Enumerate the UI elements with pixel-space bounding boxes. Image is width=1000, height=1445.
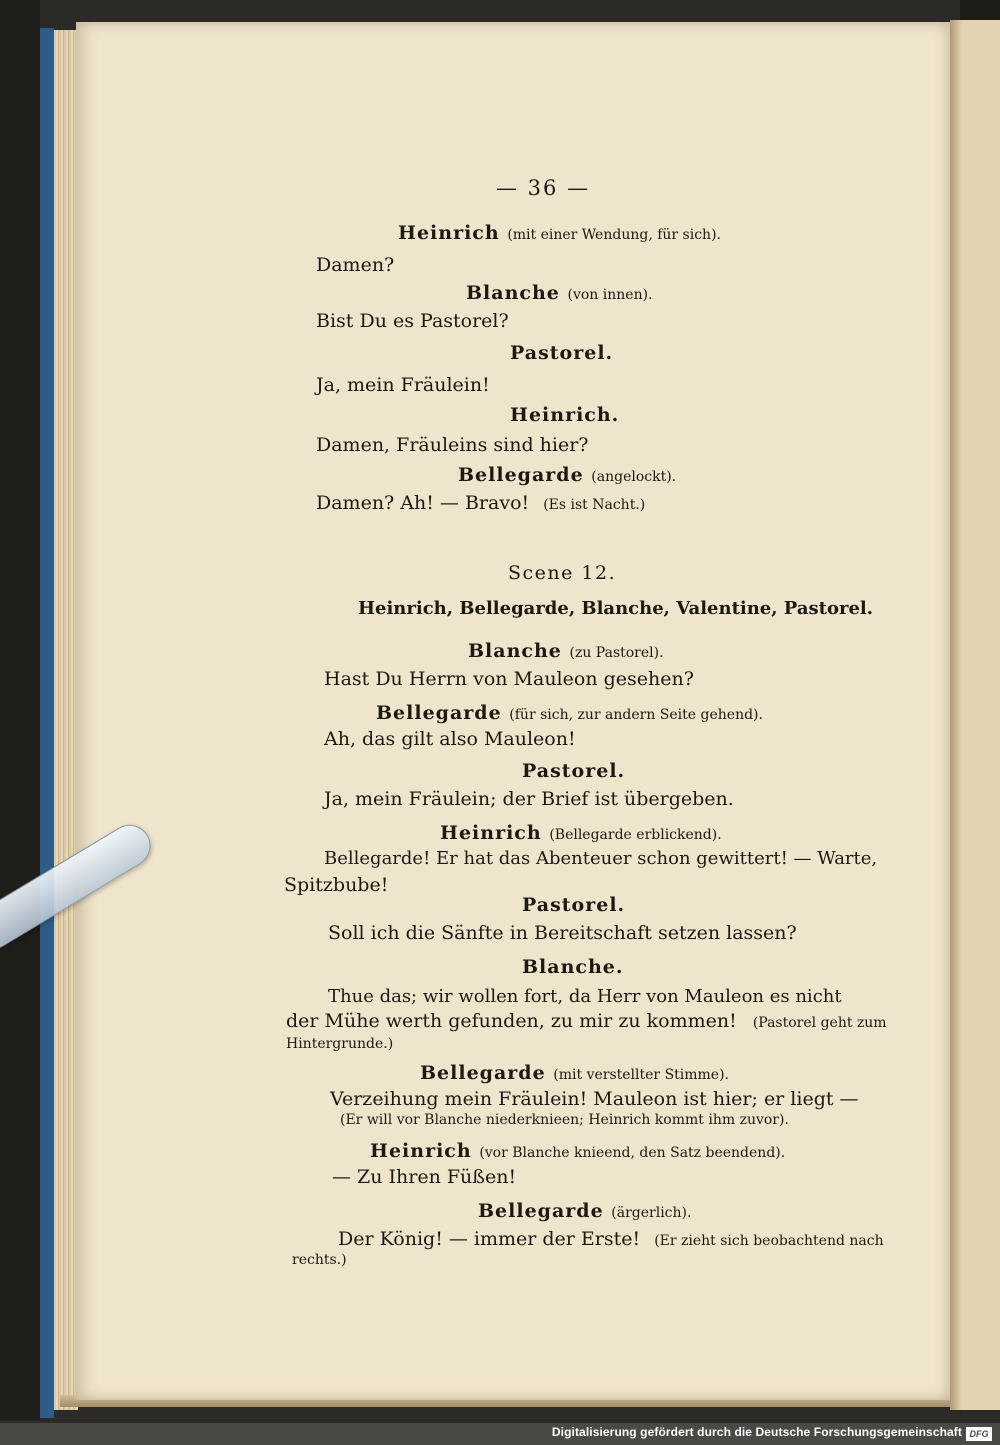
book-spine: [0, 0, 40, 1420]
dialogue-line: Thue das; wir wollen fort, da Herr von Mauleon es nicht: [328, 986, 842, 1007]
stage-direction: (Er zieht sich beobachtend nach: [654, 1233, 884, 1249]
speaker-line: [468, 640, 664, 662]
dialogue-text: Der König! — immer der Erste!: [338, 1228, 641, 1250]
speaker-name: Bellegarde: [458, 464, 584, 486]
speaker-line: [420, 1062, 729, 1084]
stage-direction: (zu Pastorel).: [569, 645, 664, 661]
dialogue-line: Soll ich die Sänfte in Bereitschaft setzen lassen?: [328, 922, 797, 944]
speaker-name: Pastorel.: [522, 760, 626, 782]
speaker-name: Heinrich: [440, 822, 542, 844]
dialogue-line: Bist Du es Pastorel?: [316, 310, 509, 332]
speaker-line: [370, 1140, 785, 1162]
stage-direction: (von innen).: [567, 287, 653, 303]
dialogue-line: Ja, mein Fräulein; der Brief ist übergeben.: [324, 788, 734, 810]
speaker-name: Blanche: [466, 282, 560, 304]
cast-list: Heinrich, Bellegarde, Blanche, Valentine, Pastorel.: [358, 598, 874, 619]
book-cover-edge: [40, 28, 54, 1418]
speaker-name: Bellegarde: [478, 1200, 604, 1222]
speaker-name: Pastorel.: [522, 894, 626, 916]
dialogue-line: Ja, mein Fräulein!: [316, 374, 490, 396]
dialogue-text: der Mühe werth gefunden, zu mir zu kommen!: [286, 1010, 737, 1032]
dialogue-line: Ah, das gilt also Mauleon!: [324, 728, 576, 750]
dialogue-line: [286, 1010, 887, 1032]
speaker-name: Blanche: [468, 640, 562, 662]
speaker-name: Blanche.: [522, 956, 624, 978]
speaker-name: Bellegarde: [420, 1062, 546, 1084]
stage-direction: (Er will vor Blanche niederknieen; Heinrich kommt ihm zuvor).: [340, 1112, 789, 1128]
page-number: — 36 —: [496, 176, 591, 200]
stage-direction: (ärgerlich).: [611, 1205, 692, 1221]
stage-direction: Hintergrunde.): [286, 1036, 394, 1052]
dialogue-line: [338, 1228, 884, 1250]
stage-direction: (Pastorel geht zum: [752, 1015, 887, 1031]
dialogue-line: Damen, Fräuleins sind hier?: [316, 434, 589, 456]
dialogue-line: Verzeihung mein Fräulein! Mauleon ist hier; er liegt —: [330, 1088, 859, 1110]
dfg-logo: DFG: [966, 1427, 992, 1441]
speaker-line: [458, 464, 676, 486]
footer-credit: Digitalisierung gefördert durch die Deutsche Forschungsgemeinschaft: [551, 1425, 962, 1439]
dialogue-line: Spitzbube!: [284, 874, 389, 896]
page-content: [76, 22, 950, 1400]
dialogue-line: — Zu Ihren Füßen!: [332, 1166, 517, 1188]
speaker-line: [440, 822, 722, 844]
scene-heading: Scene 12.: [508, 562, 617, 584]
stage-direction: (angelockt).: [591, 469, 677, 485]
facing-page-edge: [950, 20, 1000, 1410]
dialogue-line: Bellegarde! Er hat das Abenteuer schon gewittert! — Warte,: [324, 848, 878, 869]
stage-direction: (vor Blanche knieend, den Satz beendend).: [479, 1145, 786, 1161]
stage-direction: (Bellegarde erblickend).: [549, 827, 722, 843]
speaker-line: [398, 222, 721, 244]
speaker-line: [466, 282, 653, 304]
stage-direction: rechts.): [292, 1252, 347, 1268]
page-stack-edge: [54, 30, 78, 1410]
background-corner: [960, 0, 1000, 20]
speaker-name: Bellegarde: [376, 702, 502, 724]
dialogue-line: Damen?: [316, 254, 395, 276]
speaker-line: [478, 1200, 691, 1222]
dialogue-text: Damen? Ah! — Bravo!: [316, 492, 530, 514]
speaker-name: Heinrich: [398, 222, 500, 244]
speaker-name: Heinrich: [370, 1140, 472, 1162]
speaker-name: Heinrich.: [510, 404, 620, 426]
stage-direction: (mit verstellter Stimme).: [553, 1067, 730, 1083]
dialogue-line: [316, 492, 645, 514]
stage-direction: (Es ist Nacht.): [543, 497, 646, 513]
speaker-line: [376, 702, 763, 724]
dialogue-line: Hast Du Herrn von Mauleon gesehen?: [324, 668, 694, 690]
book-page: [76, 22, 950, 1400]
stage-direction: (für sich, zur andern Seite gehend).: [509, 707, 763, 723]
footer-bar: [0, 1423, 1000, 1445]
stage-direction: (mit einer Wendung, für sich).: [507, 227, 721, 243]
speaker-name: Pastorel.: [510, 342, 614, 364]
